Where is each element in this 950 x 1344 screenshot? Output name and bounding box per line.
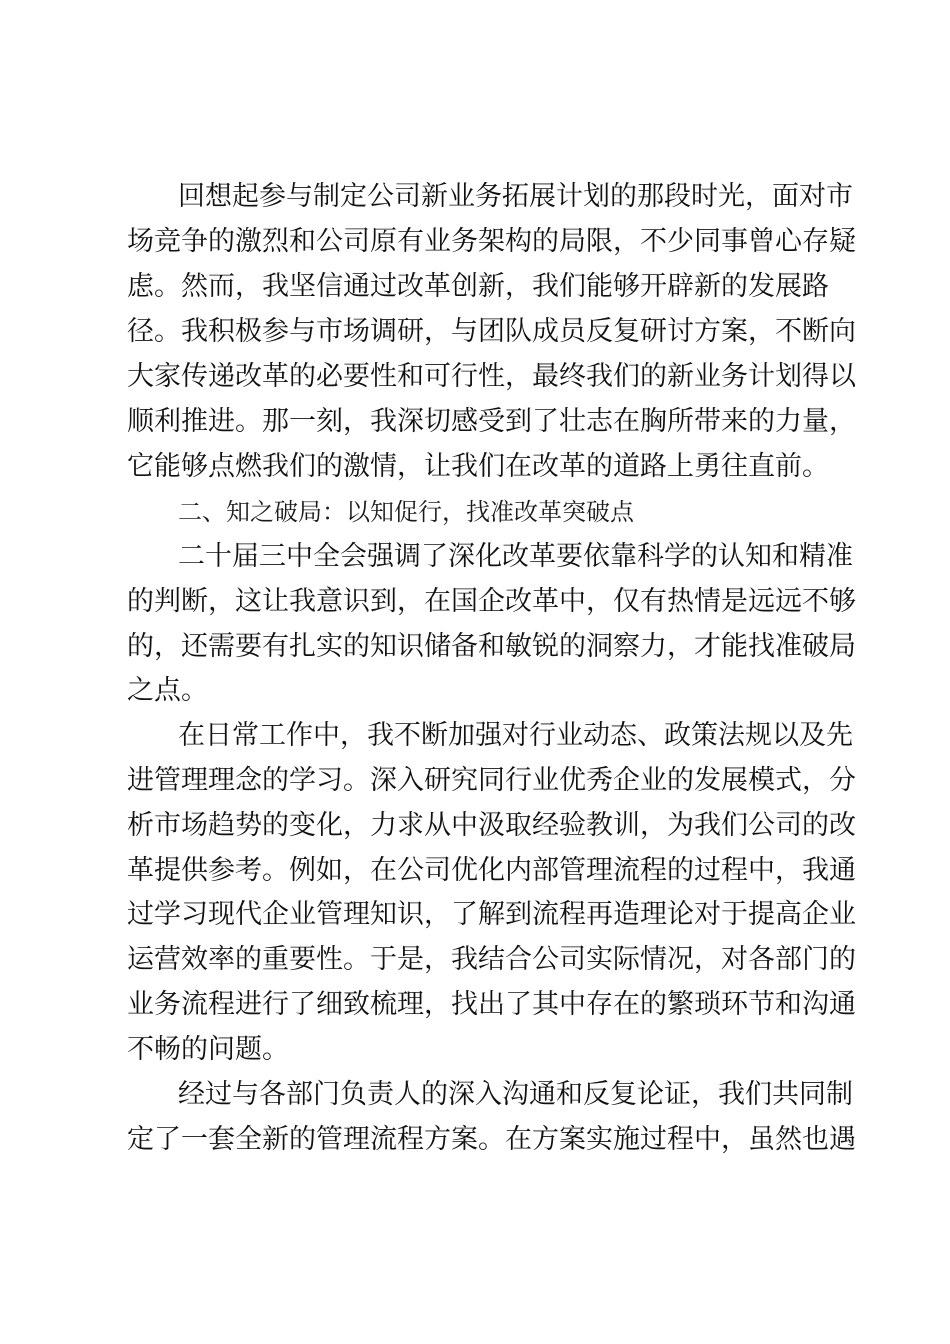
paragraph-3-line-2: 进管理理念的学习。深入研究同行业优秀企业的发展模式，分 [127,765,856,796]
paragraph-2-line-2: 的判断，这让我意识到，在国企改革中，仅有热情是远远不够 [127,586,856,617]
paragraph-3-line-6: 运营效率的重要性。于是，我结合公司实际情况，对各部门的 [127,944,856,975]
paragraph-3-line-1: 在日常工作中，我不断加强对行业动态、政策法规以及先 [178,720,853,751]
section-heading: 二、知之破局：以知促行，找准改革突破点 [178,498,634,526]
paragraph-3-line-7: 业务流程进行了细致梳理，找出了其中存在的繁琐环节和沟通 [127,989,856,1020]
paragraph-3-line-3: 析市场趋势的变化，力求从中汲取经验教训，为我们公司的改 [127,810,856,841]
paragraph-2-line-4: 之点。 [127,675,208,706]
paragraph-1-line-2: 场竞争的激烈和公司原有业务架构的局限，不少同事曾心存疑 [127,226,856,257]
paragraph-2-line-3: 的，还需要有扎实的知识储备和敏锐的洞察力，才能找准破局 [127,631,856,662]
paragraph-3-line-4: 革提供参考。例如，在公司优化内部管理流程的过程中，我通 [127,855,856,886]
paragraph-4-line-2: 定了一套全新的管理流程方案。在方案实施过程中，虽然也遇 [127,1124,856,1155]
paragraph-4-line-1: 经过与各部门负责人的深入沟通和反复论证，我们共同制 [178,1079,853,1110]
paragraph-1-line-6: 顺利推进。那一刻，我深切感受到了壮志在胸所带来的力量， [127,406,856,437]
paragraph-2-line-1: 二十届三中全会强调了深化改革要依靠科学的认知和精准 [178,541,853,572]
paragraph-1-line-1: 回想起参与制定公司新业务拓展计划的那段时光，面对市 [178,181,853,212]
paragraph-3-line-8: 不畅的问题。 [127,1034,289,1065]
paragraph-1-line-3: 虑。然而，我坚信通过改革创新，我们能够开辟新的发展路 [127,271,829,302]
paragraph-3-line-5: 过学习现代企业管理知识，了解到流程再造理论对于提高企业 [127,899,856,930]
paragraph-1-line-5: 大家传递改革的必要性和可行性，最终我们的新业务计划得以 [127,361,856,392]
paragraph-1-line-7: 它能够点燃我们的激情，让我们在改革的道路上勇往直前。 [127,451,829,482]
paragraph-1-line-4: 径。我积极参与市场调研，与团队成员反复研讨方案，不断向 [127,316,856,347]
